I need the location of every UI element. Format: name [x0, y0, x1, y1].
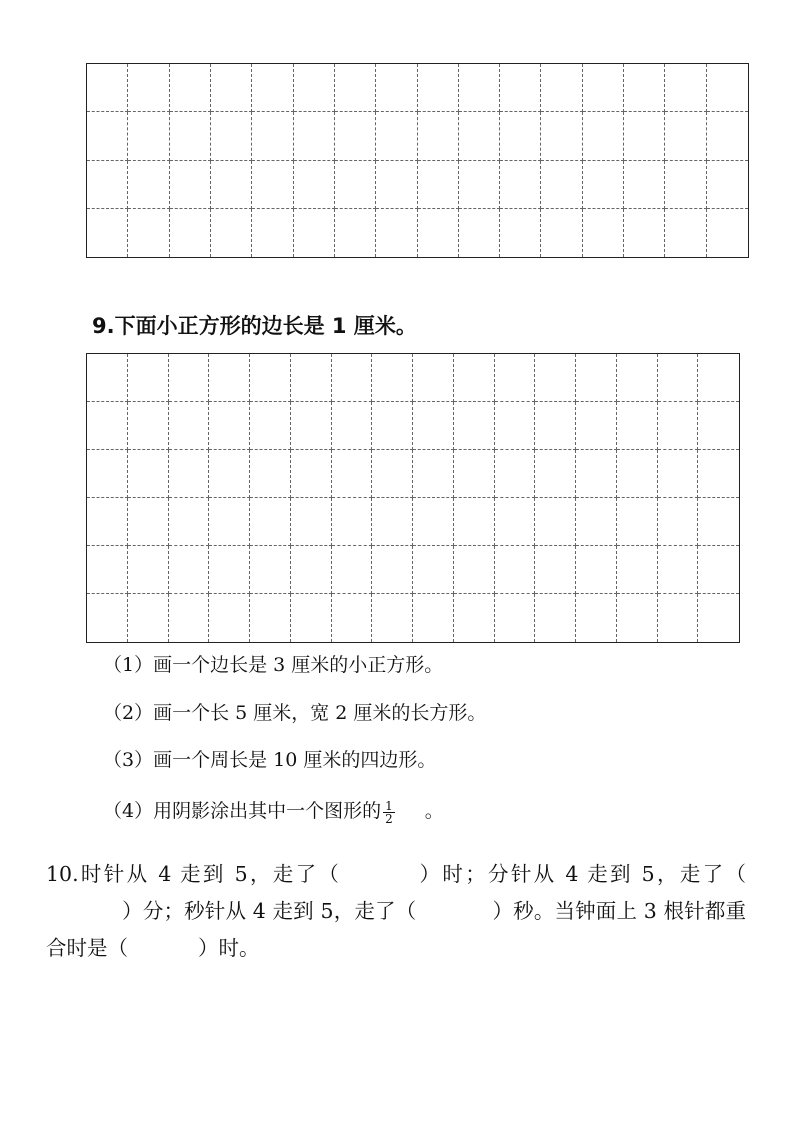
grid-cell	[454, 354, 495, 402]
fraction-one-half	[383, 800, 395, 825]
grid-cell	[617, 450, 658, 498]
grid-cell	[535, 546, 576, 594]
grid-cell	[454, 594, 495, 642]
grid-cell	[376, 209, 417, 257]
grid-cell	[665, 161, 706, 209]
grid-cell	[459, 64, 500, 112]
grid-cell	[376, 161, 417, 209]
grid-cell	[209, 546, 250, 594]
grid-cell	[454, 450, 495, 498]
grid-cell	[413, 594, 454, 642]
grid-cell	[128, 450, 169, 498]
grid-cell	[495, 354, 536, 402]
grid-cell	[169, 354, 210, 402]
grid-cell	[576, 546, 617, 594]
grid-cell	[454, 546, 495, 594]
grid-cell	[459, 112, 500, 160]
grid-cell	[707, 112, 748, 160]
grid-cell	[252, 112, 293, 160]
grid-cell	[169, 594, 210, 642]
grid-cell	[698, 594, 739, 642]
grid-cell	[658, 594, 699, 642]
grid-cell	[413, 546, 454, 594]
grid-cell	[372, 402, 413, 450]
grid-cell	[665, 64, 706, 112]
grid-cell	[535, 354, 576, 402]
grid-cell	[169, 402, 210, 450]
q10-part-2: ）时；分针从 4 走到 5，走了（	[417, 862, 746, 886]
grid-cell	[335, 209, 376, 257]
grid-cell	[418, 209, 459, 257]
grid-cell	[209, 594, 250, 642]
grid-cell	[500, 209, 541, 257]
grid-cell	[332, 402, 373, 450]
grid-cell	[211, 112, 252, 160]
grid-cell	[495, 402, 536, 450]
grid-cell	[413, 498, 454, 546]
grid-cell	[583, 161, 624, 209]
grid-cell	[576, 450, 617, 498]
grid-cell	[209, 354, 250, 402]
grid-cell	[209, 498, 250, 546]
grid-cell	[624, 209, 665, 257]
fraction-denominator: 2	[385, 811, 393, 826]
grid-cell	[376, 64, 417, 112]
grid-cell	[535, 594, 576, 642]
grid-cell	[87, 354, 128, 402]
grid-cell	[583, 112, 624, 160]
grid-cell	[294, 209, 335, 257]
grid-cell	[372, 354, 413, 402]
grid-cell	[413, 354, 454, 402]
grid-cell	[87, 594, 128, 642]
grid-cell	[291, 450, 332, 498]
grid-cell	[128, 594, 169, 642]
grid-cell	[658, 402, 699, 450]
question-9-item-4	[103, 796, 444, 825]
grid-cell	[698, 402, 739, 450]
question-9-item-2: （2）画一个长 5 厘米，宽 2 厘米的长方形。	[103, 702, 487, 724]
grid-cell	[128, 354, 169, 402]
grid-cell	[87, 546, 128, 594]
grid-cell	[372, 498, 413, 546]
grid-cell	[209, 402, 250, 450]
grid-cell	[454, 498, 495, 546]
grid-cell	[209, 450, 250, 498]
grid-cell	[535, 498, 576, 546]
grid-cell	[211, 64, 252, 112]
question-9-item-1: （1）画一个边长是 3 厘米的小正方形。	[103, 654, 444, 676]
grid-cell	[294, 64, 335, 112]
grid-cell	[250, 354, 291, 402]
grid-cell	[335, 64, 376, 112]
question-10	[46, 856, 746, 967]
grid-cell	[658, 450, 699, 498]
grid-cell	[372, 546, 413, 594]
grid-cell	[459, 209, 500, 257]
grid-cell	[495, 546, 536, 594]
grid-cell	[418, 161, 459, 209]
grid-cell	[658, 354, 699, 402]
grid-cell	[707, 161, 748, 209]
grid-cell	[624, 161, 665, 209]
grid-cell	[576, 354, 617, 402]
fraction-numerator: 1	[385, 798, 393, 813]
grid-cell	[617, 594, 658, 642]
grid-cell	[128, 64, 169, 112]
grid-cell	[698, 450, 739, 498]
grid-cell	[698, 498, 739, 546]
grid-cell	[250, 546, 291, 594]
grid-cell	[459, 161, 500, 209]
q10-part-1: 10.时针从 4 走到 5，走了（	[46, 862, 342, 886]
grid-cell	[294, 161, 335, 209]
q10-part-5: ）时。	[198, 936, 260, 960]
grid-cell	[87, 64, 128, 112]
grid-cell	[658, 498, 699, 546]
grid-cell	[294, 112, 335, 160]
grid-cell	[291, 498, 332, 546]
grid-cell	[413, 402, 454, 450]
grid-cell	[698, 546, 739, 594]
grid-cell	[617, 402, 658, 450]
grid-cell	[495, 498, 536, 546]
grid-cell	[583, 64, 624, 112]
grid-cell	[332, 354, 373, 402]
grid-cell	[291, 594, 332, 642]
q10-part-4: ）秒。当钟面上 3 根针都重合时是（	[46, 899, 746, 960]
grid-cell	[541, 64, 582, 112]
grid-cell	[252, 209, 293, 257]
grid-cell	[252, 161, 293, 209]
grid-cell	[372, 594, 413, 642]
grid-cell	[541, 209, 582, 257]
grid-cell	[698, 354, 739, 402]
question-9-item-3: （3）画一个周长是 10 厘米的四边形。	[103, 749, 437, 771]
grid-cell	[170, 112, 211, 160]
grid-cell	[617, 546, 658, 594]
grid-cell	[291, 546, 332, 594]
grid-cell	[128, 161, 169, 209]
grid-cell	[665, 209, 706, 257]
grid-cell	[128, 209, 169, 257]
grid-cell	[583, 209, 624, 257]
grid-cell	[500, 112, 541, 160]
question-9-grid	[86, 353, 740, 643]
grid-cell	[170, 161, 211, 209]
grid-cell	[707, 209, 748, 257]
grid-cell	[332, 546, 373, 594]
grid-cell	[250, 402, 291, 450]
grid-cell	[332, 450, 373, 498]
practice-grid-top	[86, 63, 749, 258]
grid-cell	[87, 112, 128, 160]
grid-cell	[413, 450, 454, 498]
grid-cell	[87, 498, 128, 546]
grid-cell	[617, 354, 658, 402]
grid-cell	[332, 594, 373, 642]
grid-cell	[535, 402, 576, 450]
grid-cell	[169, 498, 210, 546]
grid-cell	[707, 64, 748, 112]
grid-cell	[250, 450, 291, 498]
grid-cell	[335, 161, 376, 209]
item-4-prefix: （4）用阴影涂出其中一个图形的	[103, 800, 382, 822]
grid-cell	[418, 112, 459, 160]
grid-cell	[211, 161, 252, 209]
grid-cell	[376, 112, 417, 160]
grid-cell	[617, 498, 658, 546]
grid-cell	[500, 161, 541, 209]
grid-cell	[658, 546, 699, 594]
grid-cell	[87, 402, 128, 450]
grid-cell	[418, 64, 459, 112]
grid-cell	[332, 498, 373, 546]
grid-cell	[500, 64, 541, 112]
question-9-title: 9.下面小正方形的边长是 1 厘米。	[92, 314, 417, 338]
grid-cell	[211, 209, 252, 257]
grid-cell	[87, 209, 128, 257]
grid-cell	[291, 354, 332, 402]
grid-cell	[128, 546, 169, 594]
grid-cell	[495, 450, 536, 498]
grid-cell	[87, 450, 128, 498]
grid-cell	[624, 64, 665, 112]
grid-cell	[541, 161, 582, 209]
grid-cell	[535, 450, 576, 498]
grid-cell	[169, 546, 210, 594]
grid-cell	[541, 112, 582, 160]
grid-cell	[495, 594, 536, 642]
grid-cell	[291, 402, 332, 450]
grid-cell	[128, 112, 169, 160]
grid-cell	[624, 112, 665, 160]
grid-cell	[576, 402, 617, 450]
grid-cell	[335, 112, 376, 160]
grid-cell	[250, 498, 291, 546]
grid-cell	[576, 594, 617, 642]
grid-cell	[169, 450, 210, 498]
grid-cell	[252, 64, 293, 112]
grid-cell	[128, 498, 169, 546]
grid-cell	[372, 450, 413, 498]
item-4-suffix: 。	[424, 800, 444, 822]
grid-cell	[250, 594, 291, 642]
grid-cell	[170, 64, 211, 112]
grid-cell	[170, 209, 211, 257]
grid-cell	[87, 161, 128, 209]
grid-cell	[665, 112, 706, 160]
grid-cell	[128, 402, 169, 450]
grid-cell	[454, 402, 495, 450]
q10-part-3: ）分；秒针从 4 走到 5，走了（	[122, 899, 417, 923]
grid-cell	[576, 498, 617, 546]
